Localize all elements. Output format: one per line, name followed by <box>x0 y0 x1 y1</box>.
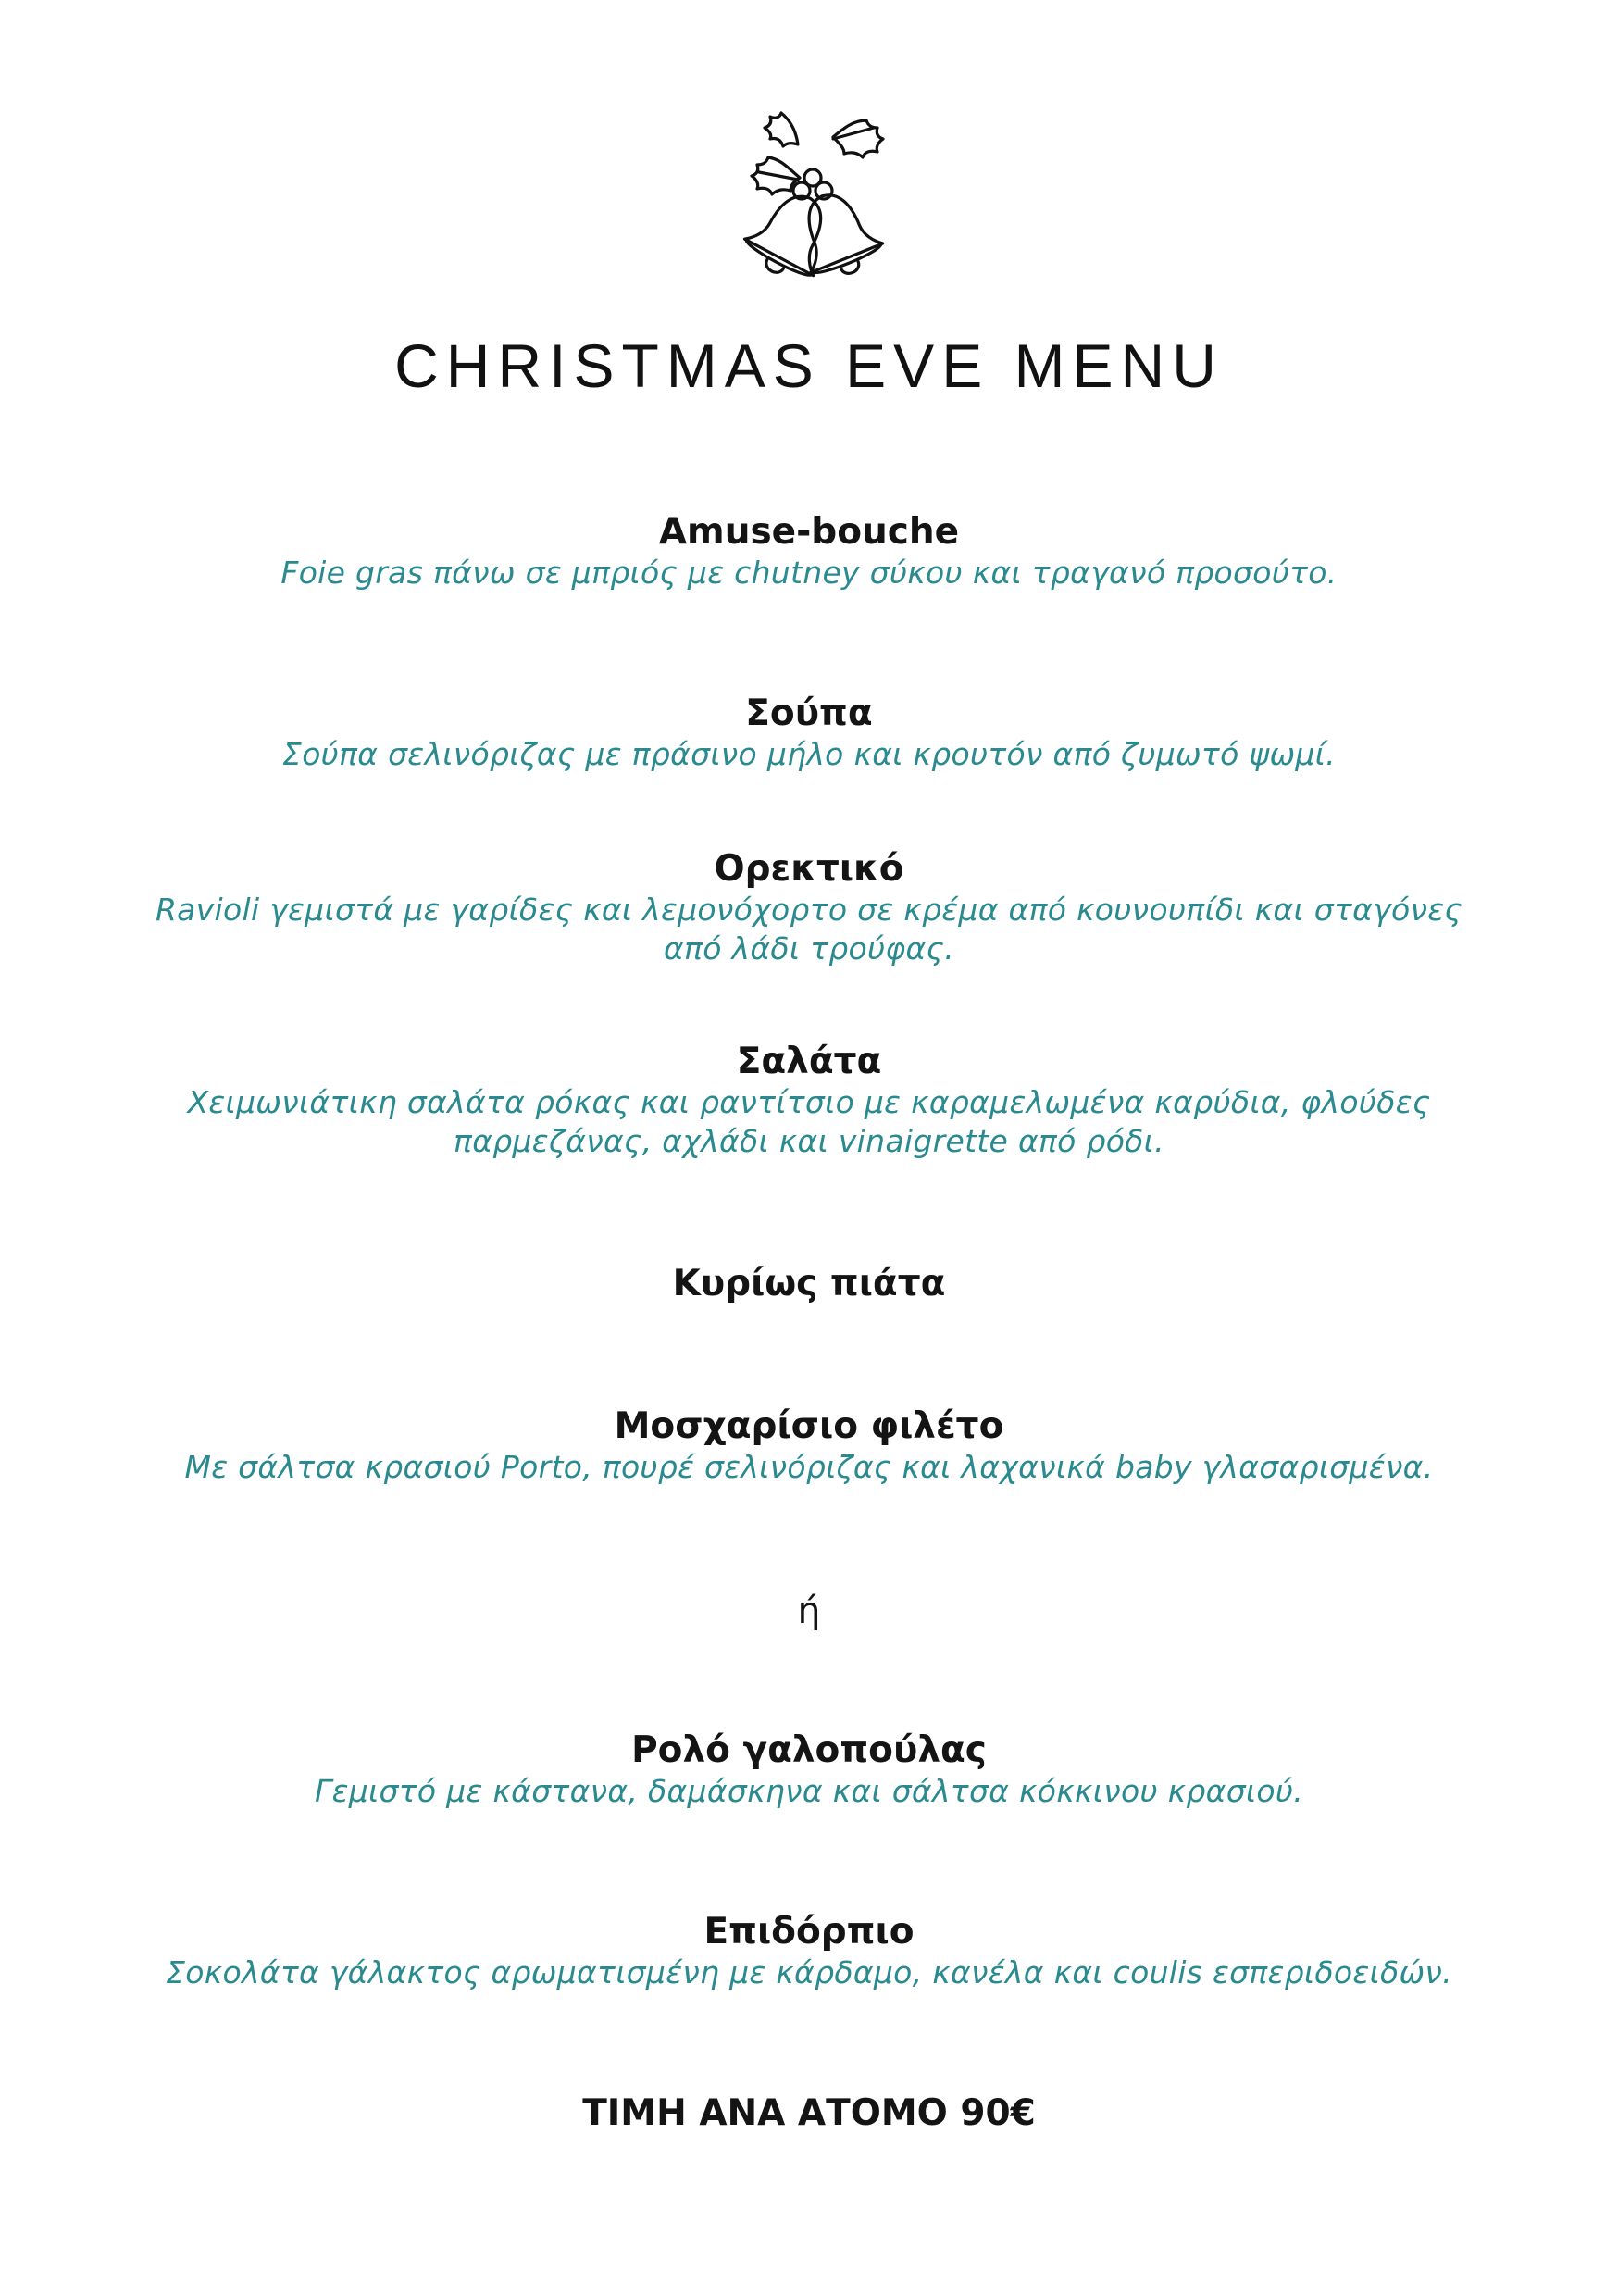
course-name: Επιδόρπιο <box>703 1911 915 1953</box>
course-soup <box>148 693 1470 774</box>
course-salad <box>148 1041 1470 1161</box>
course-name: Ρολό γαλοπούλας <box>631 1729 987 1771</box>
course-description: Γεμιστό με κάστανα, δαμάσκηνα και σάλτσα κόκκινου κρασιού. <box>314 1773 1304 1809</box>
menu-title: CHRISTMAS EVE MENU <box>394 331 1224 400</box>
christmas-bells-holly-icon <box>711 104 915 293</box>
course-name: Σαλάτα <box>736 1041 882 1082</box>
main-beef-fillet <box>148 1405 1470 1487</box>
main-turkey-roll <box>148 1729 1470 1811</box>
course-name: Ορεκτικό <box>714 848 904 890</box>
course-dessert <box>148 1911 1470 1992</box>
course-description-line-1: Ravioli γεμιστά με γαρίδες και λεμονόχορτο σε κρέμα από κουνουπίδι και σταγόνες <box>155 892 1463 928</box>
course-description-line-2: από λάδι τρούφας. <box>663 930 954 967</box>
or-separator: ή <box>797 1591 821 1632</box>
price-per-person: ΤΙΜΗ ΑΝΑ ΑΤΟΜΟ 90€ <box>582 2092 1036 2134</box>
mains-heading: Κυρίως πιάτα <box>672 1263 946 1304</box>
course-description-line-2: παρμεζάνας, αχλάδι και vinaigrette από ρόδι. <box>454 1123 1164 1159</box>
course-appetizer <box>148 848 1470 968</box>
course-description-line-1: Χειμωνιάτικη σαλάτα ρόκας και ραντίτσιο με καραμελωμένα καρύδια, φλούδες <box>187 1084 1431 1120</box>
course-name: Σούπα <box>745 693 873 734</box>
course-name: Μοσχαρίσιο φιλέτο <box>614 1405 1004 1447</box>
course-name: Amuse-bouche <box>658 511 960 553</box>
course-description: Σοκολάτα γάλακτος αρωματισμένη με κάρδαμο, κανέλα και coulis εσπεριδοειδών. <box>166 1954 1452 1990</box>
course-description: Με σάλτσα κρασιού Porto, πουρέ σελινόριζας και λαχανικά baby γλασαρισμένα. <box>184 1449 1434 1485</box>
course-description: Foie gras πάνω σε μπριός με chutney σύκου και τραγανό προσούτο. <box>280 555 1338 591</box>
course-amuse-bouche <box>148 511 1470 593</box>
course-description: Σούπα σελινόριζας με πράσινο μήλο και κρουτόν από ζυμωτό ψωμί. <box>282 736 1336 772</box>
